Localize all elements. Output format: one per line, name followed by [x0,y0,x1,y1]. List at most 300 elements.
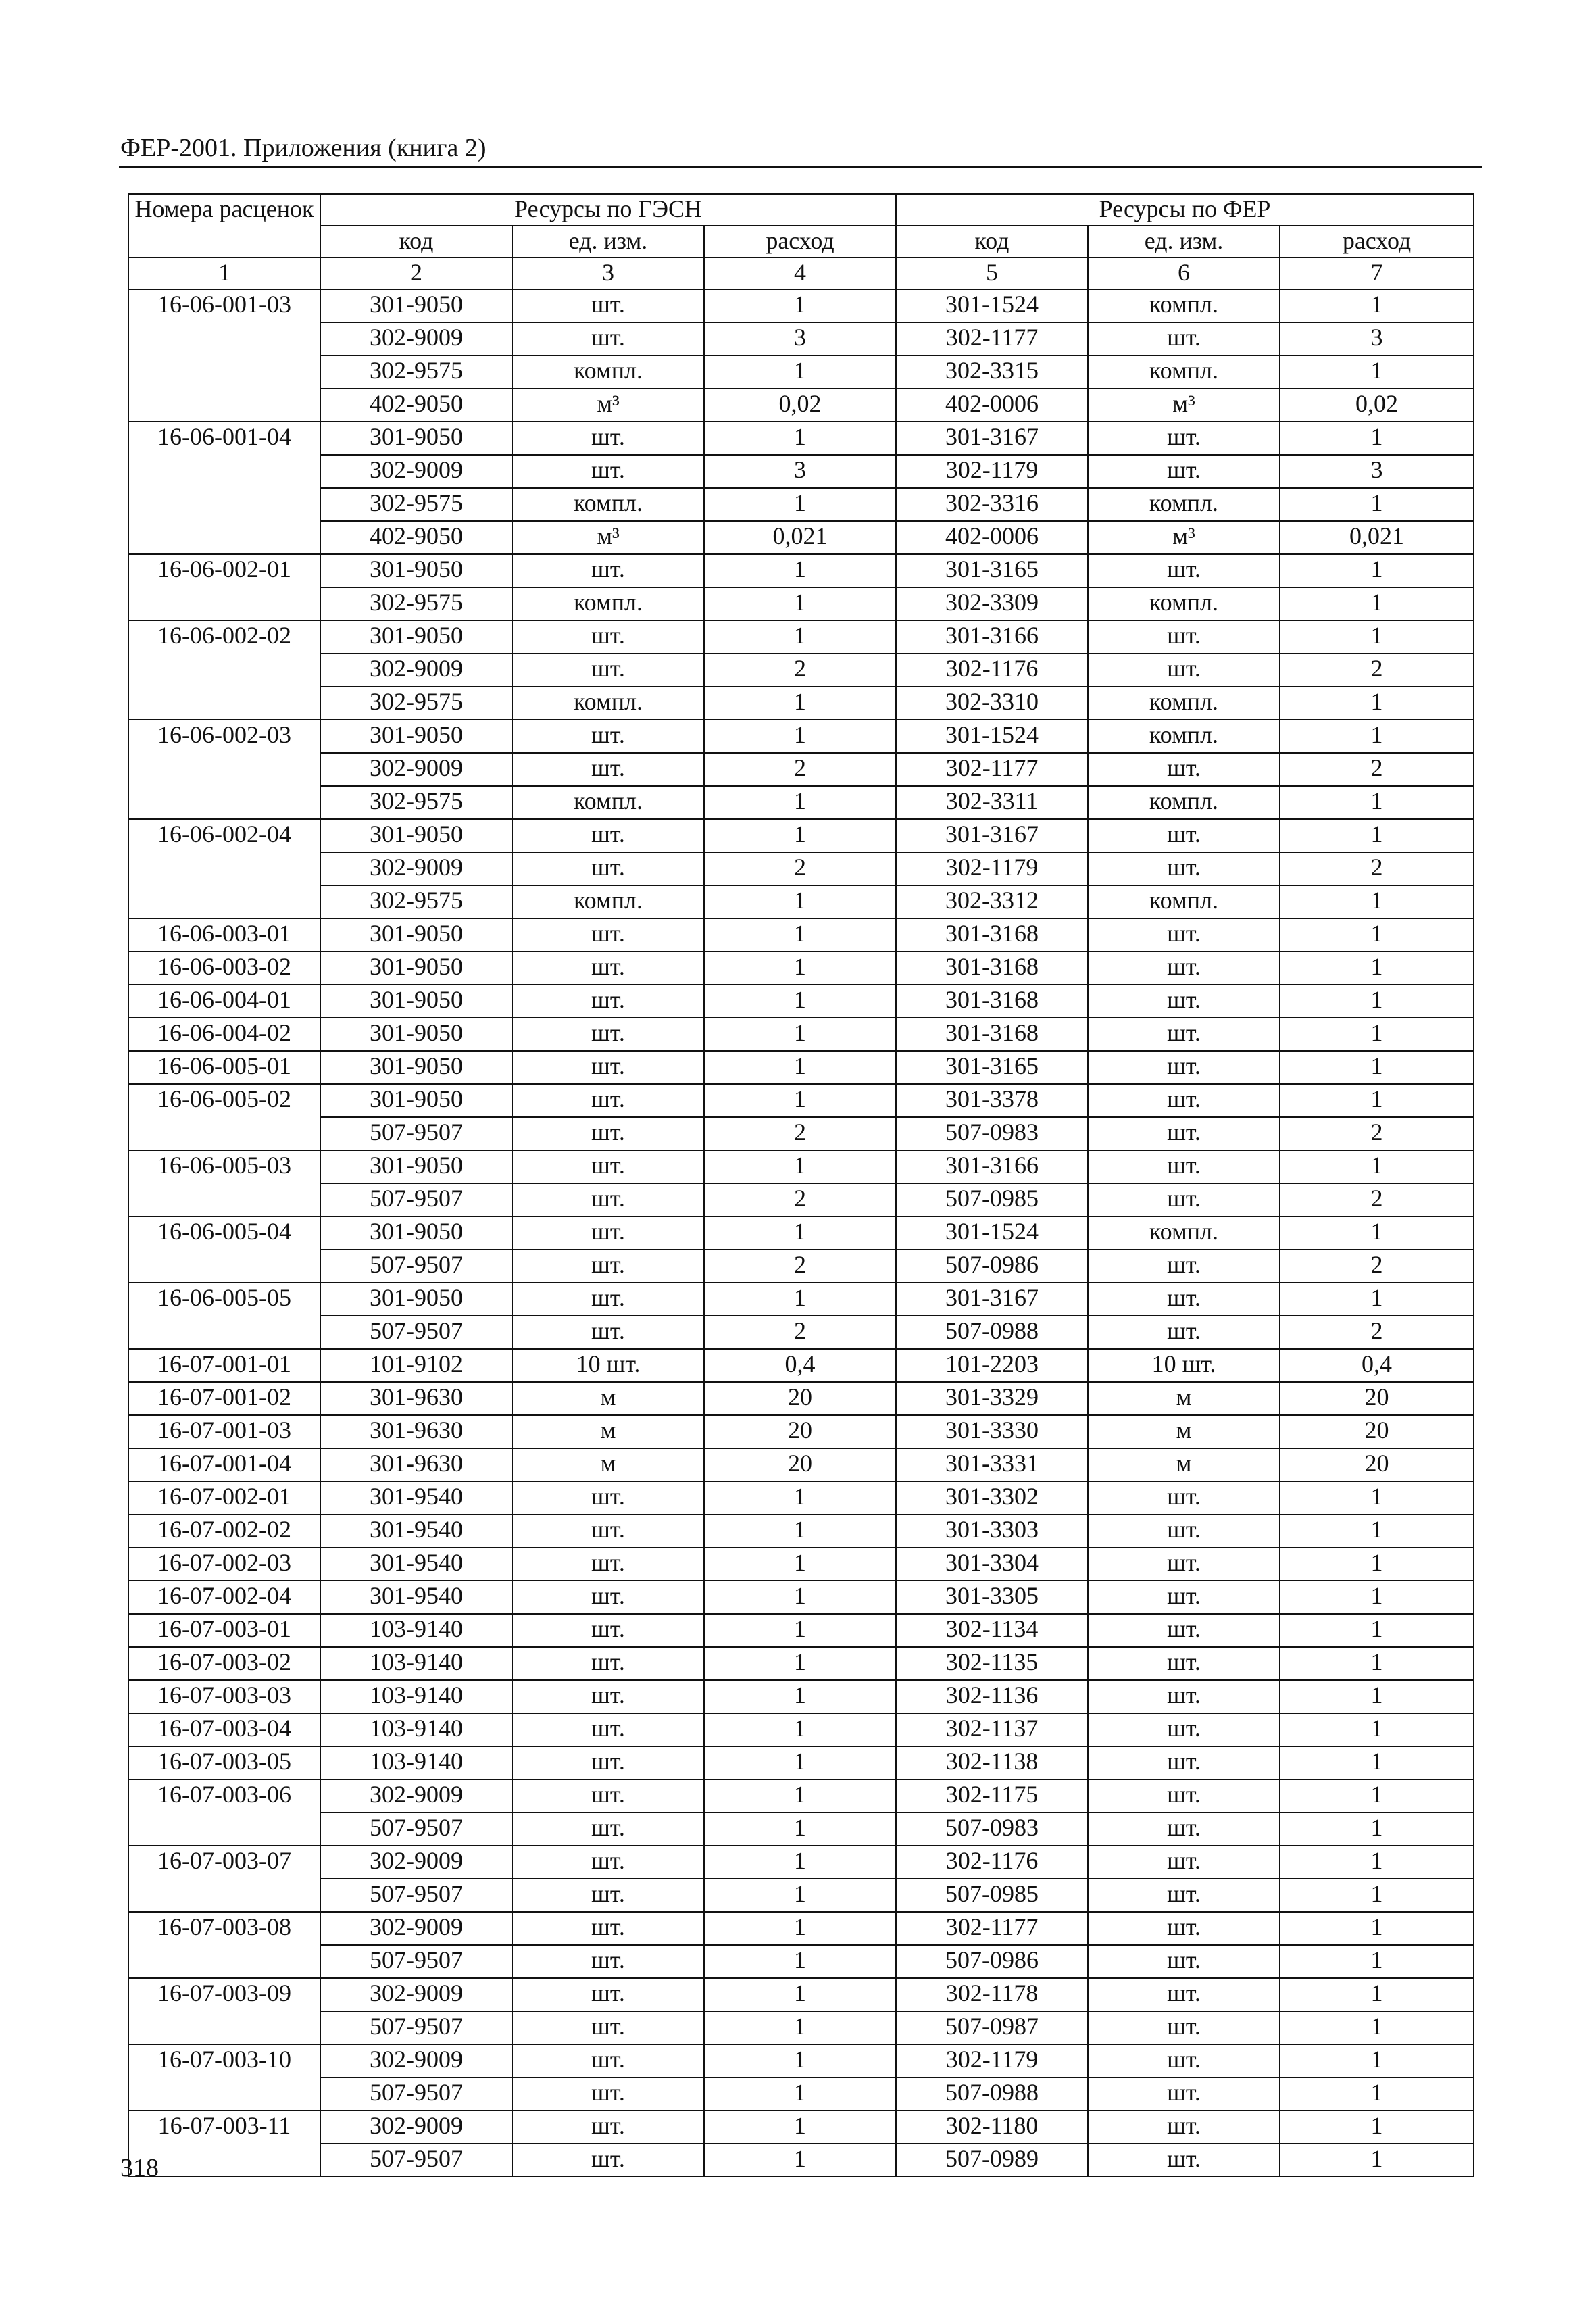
rate-number-cell: 16-07-003-09 [128,1978,320,2044]
table-row [128,1415,1474,1448]
column-number: 6 [1088,257,1280,289]
gesn-code-cell: 301-9050 [320,1150,512,1183]
fer-consumption-cell: 1 [1280,488,1474,521]
table-row [128,1481,1474,1515]
gesn-code-cell: 103-9140 [320,1614,512,1647]
table-row [128,1051,1474,1084]
fer-consumption-cell: 1 [1280,819,1474,852]
gesn-consumption-cell: 1 [704,2111,896,2144]
gesn-consumption-cell: 1 [704,1515,896,1548]
gesn-consumption-cell: 1 [704,1548,896,1581]
fer-unit-cell: шт. [1088,2077,1280,2111]
fer-consumption-cell: 1 [1280,1548,1474,1581]
fer-code-cell: 302-1178 [896,1978,1088,2011]
gesn-unit-cell: компл. [512,687,704,720]
gesn-code-cell: 507-9507 [320,1183,512,1216]
table-row [128,2077,1474,2111]
fer-unit-cell: компл. [1088,355,1280,389]
gesn-consumption-cell: 1 [704,1614,896,1647]
gesn-consumption-cell: 1 [704,720,896,753]
gesn-resources-header: Ресурсы по ГЭСН [320,194,896,226]
fer-consumption-cell: 1 [1280,1713,1474,1746]
gesn-consumption-cell: 20 [704,1382,896,1415]
fer-code-cell: 301-1524 [896,720,1088,753]
gesn-unit-cell: шт. [512,1614,704,1647]
gesn-unit-cell: шт. [512,1084,704,1117]
gesn-consumption-cell: 1 [704,289,896,322]
fer-unit-cell: шт. [1088,753,1280,786]
fer-unit-cell: компл. [1088,885,1280,918]
table-row [128,852,1474,885]
fer-consumption-cell: 0,02 [1280,389,1474,422]
fer-consumption-cell: 1 [1280,1515,1474,1548]
fer-unit-cell: шт. [1088,1912,1280,1945]
fer-unit-cell: шт. [1088,1084,1280,1117]
gesn-code-cell: 507-9507 [320,1813,512,1846]
gesn-consumption-cell: 1 [704,1647,896,1680]
fer-consumption-cell: 1 [1280,918,1474,952]
fer-code-cell: 507-0987 [896,2011,1088,2044]
fer-unit-cell: компл. [1088,786,1280,819]
gesn-consumption-cell: 1 [704,1018,896,1051]
fer-consumption-cell: 1 [1280,2111,1474,2144]
column-number: 2 [320,257,512,289]
rate-number-cell: 16-06-003-01 [128,918,320,952]
gesn-consumption-header: расход [704,226,896,257]
gesn-code-cell: 301-9050 [320,918,512,952]
gesn-code-cell: 301-9050 [320,620,512,654]
fer-consumption-cell: 1 [1280,1680,1474,1713]
fer-unit-cell: шт. [1088,455,1280,488]
gesn-unit-cell: шт. [512,720,704,753]
fer-consumption-cell: 20 [1280,1382,1474,1415]
fer-consumption-cell: 1 [1280,952,1474,985]
fer-code-cell: 302-3311 [896,786,1088,819]
rate-number-cell: 16-06-005-05 [128,1283,320,1349]
fer-code-cell: 302-1136 [896,1680,1088,1713]
fer-unit-cell: шт. [1088,918,1280,952]
fer-consumption-cell: 1 [1280,355,1474,389]
gesn-unit-cell: шт. [512,1680,704,1713]
fer-unit-cell: шт. [1088,819,1280,852]
fer-unit-cell: м [1088,1382,1280,1415]
fer-code-cell: 302-1176 [896,1846,1088,1879]
column-number: 5 [896,257,1088,289]
table-row [128,1117,1474,1150]
gesn-unit-cell: компл. [512,786,704,819]
fer-code-cell: 507-0988 [896,2077,1088,2111]
gesn-consumption-cell: 2 [704,1183,896,1216]
table-row [128,422,1474,455]
rate-number-cell: 16-06-002-04 [128,819,320,918]
gesn-unit-cell: компл. [512,355,704,389]
fer-consumption-cell: 1 [1280,289,1474,322]
gesn-unit-cell: компл. [512,488,704,521]
fer-code-cell: 302-1137 [896,1713,1088,1746]
fer-unit-cell: шт. [1088,1283,1280,1316]
gesn-unit-header: ед. изм. [512,226,704,257]
fer-consumption-cell: 1 [1280,620,1474,654]
fer-consumption-cell: 2 [1280,1316,1474,1349]
gesn-consumption-cell: 0,4 [704,1349,896,1382]
page-header-title: ФЕР-2001. Приложения (книга 2) [120,134,487,162]
table-row [128,1183,1474,1216]
gesn-consumption-cell: 1 [704,1846,896,1879]
fer-code-cell: 301-1524 [896,1216,1088,1250]
gesn-code-cell: 103-9140 [320,1746,512,1779]
gesn-unit-cell: шт. [512,852,704,885]
table-row [128,322,1474,355]
fer-unit-cell: м [1088,1448,1280,1481]
rate-number-cell: 16-06-002-03 [128,720,320,819]
fer-code-cell: 301-3303 [896,1515,1088,1548]
column-number: 1 [128,257,320,289]
fer-code-cell: 301-3302 [896,1481,1088,1515]
table-row [128,1647,1474,1680]
gesn-code-cell: 507-9507 [320,1879,512,1912]
fer-consumption-cell: 1 [1280,720,1474,753]
gesn-code-cell: 103-9140 [320,1647,512,1680]
gesn-consumption-cell: 1 [704,1978,896,2011]
table-subheader-row [128,226,1474,257]
fer-code-cell: 301-3167 [896,1283,1088,1316]
fer-unit-cell: м³ [1088,389,1280,422]
fer-unit-cell: шт. [1088,1614,1280,1647]
gesn-code-cell: 402-9050 [320,521,512,554]
fer-unit-cell: 10 шт. [1088,1349,1280,1382]
page-number: 318 [120,2154,159,2182]
rate-number-cell: 16-07-003-04 [128,1713,320,1746]
fer-consumption-cell: 2 [1280,753,1474,786]
fer-unit-cell: компл. [1088,587,1280,620]
fer-unit-cell: шт. [1088,1117,1280,1150]
table-row [128,554,1474,587]
fer-unit-cell: шт. [1088,322,1280,355]
gesn-consumption-cell: 1 [704,1945,896,1978]
fer-code-cell: 101-2203 [896,1349,1088,1382]
gesn-unit-cell: шт. [512,322,704,355]
gesn-consumption-cell: 1 [704,918,896,952]
gesn-unit-cell: шт. [512,1150,704,1183]
fer-unit-header: ед. изм. [1088,226,1280,257]
table-row [128,1912,1474,1945]
gesn-code-cell: 507-9507 [320,2011,512,2044]
gesn-code-cell: 301-9050 [320,1051,512,1084]
gesn-consumption-cell: 1 [704,1713,896,1746]
fer-consumption-cell: 1 [1280,1779,1474,1813]
gesn-consumption-cell: 1 [704,587,896,620]
rate-number-cell: 16-06-005-04 [128,1216,320,1283]
gesn-unit-cell: шт. [512,1216,704,1250]
fer-consumption-cell: 1 [1280,1581,1474,1614]
gesn-unit-cell: шт. [512,1978,704,2011]
rate-number-cell: 16-07-002-03 [128,1548,320,1581]
fer-code-cell: 301-3166 [896,1150,1088,1183]
fer-code-cell: 302-1177 [896,753,1088,786]
fer-consumption-cell: 2 [1280,852,1474,885]
gesn-consumption-cell: 1 [704,620,896,654]
gesn-consumption-cell: 1 [704,1581,896,1614]
column-number: 7 [1280,257,1474,289]
gesn-code-cell: 301-9050 [320,422,512,455]
rate-number-cell: 16-06-005-01 [128,1051,320,1084]
table-row [128,488,1474,521]
table-row [128,1382,1474,1415]
fer-unit-cell: шт. [1088,1316,1280,1349]
fer-unit-cell: шт. [1088,2044,1280,2077]
gesn-unit-cell: шт. [512,1515,704,1548]
fer-consumption-cell: 1 [1280,1084,1474,1117]
fer-code-cell: 302-1180 [896,2111,1088,2144]
rate-number-cell: 16-07-002-01 [128,1481,320,1515]
table-row [128,952,1474,985]
fer-consumption-cell: 1 [1280,2077,1474,2111]
gesn-code-cell: 302-9009 [320,1912,512,1945]
fer-code-cell: 507-0986 [896,1945,1088,1978]
fer-consumption-cell: 1 [1280,1912,1474,1945]
fer-code-cell: 302-1177 [896,1912,1088,1945]
fer-code-cell: 302-3312 [896,885,1088,918]
fer-consumption-cell: 1 [1280,422,1474,455]
rate-number-cell: 16-06-003-02 [128,952,320,985]
fer-consumption-cell: 1 [1280,2144,1474,2177]
fer-code-cell: 301-3165 [896,1051,1088,1084]
gesn-unit-cell: м [512,1448,704,1481]
table-row [128,2111,1474,2144]
gesn-unit-cell: 10 шт. [512,1349,704,1382]
gesn-unit-cell: шт. [512,1283,704,1316]
gesn-code-cell: 507-9507 [320,1945,512,1978]
gesn-consumption-cell: 2 [704,1316,896,1349]
fer-code-cell: 507-0988 [896,1316,1088,1349]
rate-numbers-header: Номера расценок [128,194,320,257]
gesn-consumption-cell: 1 [704,1813,896,1846]
gesn-unit-cell: м [512,1415,704,1448]
fer-unit-cell: шт. [1088,952,1280,985]
table-row [128,1779,1474,1813]
table-row [128,1713,1474,1746]
gesn-code-cell: 507-9507 [320,1250,512,1283]
fer-code-cell: 507-0983 [896,1813,1088,1846]
table-row [128,521,1474,554]
column-number: 3 [512,257,704,289]
gesn-unit-cell: компл. [512,885,704,918]
fer-unit-cell: шт. [1088,1150,1280,1183]
gesn-unit-cell: шт. [512,1647,704,1680]
gesn-code-cell: 302-9009 [320,1779,512,1813]
gesn-code-cell: 507-9507 [320,2077,512,2111]
fer-consumption-cell: 1 [1280,554,1474,587]
gesn-unit-cell: шт. [512,753,704,786]
fer-code-cell: 301-3168 [896,1018,1088,1051]
gesn-code-cell: 302-9575 [320,885,512,918]
gesn-code-cell: 301-9050 [320,819,512,852]
gesn-unit-cell: шт. [512,952,704,985]
fer-code-cell: 302-1179 [896,2044,1088,2077]
fer-unit-cell: шт. [1088,554,1280,587]
fer-consumption-cell: 2 [1280,1183,1474,1216]
fer-unit-cell: шт. [1088,654,1280,687]
gesn-consumption-cell: 20 [704,1415,896,1448]
rate-number-cell: 16-06-002-02 [128,620,320,720]
table-row [128,1349,1474,1382]
fer-consumption-cell: 1 [1280,1150,1474,1183]
gesn-code-cell: 402-9050 [320,389,512,422]
gesn-code-cell: 302-9009 [320,654,512,687]
gesn-consumption-cell: 1 [704,422,896,455]
table-row [128,885,1474,918]
table-row [128,1018,1474,1051]
gesn-consumption-cell: 1 [704,1084,896,1117]
fer-code-cell: 301-3168 [896,918,1088,952]
fer-consumption-cell: 1 [1280,1978,1474,2011]
rate-number-cell: 16-07-003-05 [128,1746,320,1779]
table-row [128,2044,1474,2077]
gesn-unit-cell: шт. [512,1051,704,1084]
table-row [128,1548,1474,1581]
fer-consumption-cell: 1 [1280,1945,1474,1978]
fer-code-cell: 302-3315 [896,355,1088,389]
fer-code-cell: 302-1175 [896,1779,1088,1813]
table-row [128,389,1474,422]
table-row [128,819,1474,852]
table-row [128,1680,1474,1713]
gesn-consumption-cell: 3 [704,455,896,488]
table-row [128,1846,1474,1879]
gesn-code-cell: 301-9540 [320,1481,512,1515]
table-row [128,587,1474,620]
table-body [128,289,1474,2177]
gesn-code-cell: 507-9507 [320,1117,512,1150]
gesn-code-cell: 103-9140 [320,1713,512,1746]
gesn-consumption-cell: 1 [704,985,896,1018]
rate-number-cell: 16-06-002-01 [128,554,320,620]
gesn-code-cell: 301-9630 [320,1448,512,1481]
table-row [128,1316,1474,1349]
fer-consumption-cell: 20 [1280,1448,1474,1481]
fer-code-cell: 301-3168 [896,952,1088,985]
fer-code-cell: 507-0985 [896,1879,1088,1912]
fer-unit-cell: шт. [1088,852,1280,885]
fer-unit-cell: шт. [1088,422,1280,455]
fer-unit-cell: шт. [1088,1647,1280,1680]
fer-unit-cell: шт. [1088,1813,1280,1846]
fer-unit-cell: шт. [1088,1779,1280,1813]
fer-consumption-cell: 1 [1280,687,1474,720]
gesn-consumption-cell: 3 [704,322,896,355]
fer-consumption-cell: 1 [1280,985,1474,1018]
gesn-code-cell: 507-9507 [320,2144,512,2177]
table-row [128,1250,1474,1283]
gesn-unit-cell: шт. [512,1183,704,1216]
fer-code-header: код [896,226,1088,257]
fer-unit-cell: компл. [1088,720,1280,753]
table-row [128,1581,1474,1614]
gesn-code-cell: 103-9140 [320,1680,512,1713]
gesn-unit-cell: шт. [512,1713,704,1746]
gesn-unit-cell: шт. [512,1018,704,1051]
fer-code-cell: 302-1135 [896,1647,1088,1680]
fer-code-cell: 301-3166 [896,620,1088,654]
gesn-code-cell: 301-9050 [320,1216,512,1250]
gesn-consumption-cell: 1 [704,1051,896,1084]
fer-unit-cell: шт. [1088,1183,1280,1216]
gesn-consumption-cell: 1 [704,819,896,852]
fer-unit-cell: шт. [1088,1548,1280,1581]
table-row [128,355,1474,389]
gesn-consumption-cell: 2 [704,1250,896,1283]
gesn-code-cell: 302-9575 [320,488,512,521]
fer-unit-cell: шт. [1088,1581,1280,1614]
rate-number-cell: 16-07-003-10 [128,2044,320,2111]
table-row [128,1283,1474,1316]
gesn-unit-cell: м [512,1382,704,1415]
table-row [128,1746,1474,1779]
fer-unit-cell: компл. [1088,488,1280,521]
gesn-code-cell: 101-9102 [320,1349,512,1382]
fer-code-cell: 302-1179 [896,852,1088,885]
fer-consumption-cell: 3 [1280,455,1474,488]
gesn-unit-cell: шт. [512,1581,704,1614]
gesn-unit-cell: шт. [512,2111,704,2144]
fer-code-cell: 507-0983 [896,1117,1088,1150]
rate-number-cell: 16-07-001-01 [128,1349,320,1382]
table-header-row [128,194,1474,226]
gesn-unit-cell: шт. [512,2144,704,2177]
table-row [128,1150,1474,1183]
fer-unit-cell: шт. [1088,620,1280,654]
gesn-unit-cell: шт. [512,1912,704,1945]
fer-code-cell: 507-0986 [896,1250,1088,1283]
column-number: 4 [704,257,896,289]
rate-number-cell: 16-07-003-08 [128,1912,320,1978]
gesn-consumption-cell: 1 [704,1680,896,1713]
table-row [128,1978,1474,2011]
fer-consumption-cell: 1 [1280,1614,1474,1647]
fer-code-cell: 301-3331 [896,1448,1088,1481]
table-row [128,1813,1474,1846]
gesn-unit-cell: шт. [512,1879,704,1912]
rate-number-cell: 16-06-004-02 [128,1018,320,1051]
fer-code-cell: 301-3330 [896,1415,1088,1448]
table-row [128,455,1474,488]
gesn-consumption-cell: 1 [704,1746,896,1779]
gesn-consumption-cell: 1 [704,2011,896,2044]
rate-number-cell: 16-07-002-04 [128,1581,320,1614]
gesn-consumption-cell: 2 [704,852,896,885]
table-row [128,1448,1474,1481]
gesn-code-cell: 301-9540 [320,1548,512,1581]
gesn-consumption-cell: 1 [704,2077,896,2111]
fer-unit-cell: шт. [1088,1515,1280,1548]
rate-number-cell: 16-07-003-11 [128,2111,320,2177]
gesn-consumption-cell: 1 [704,885,896,918]
fer-unit-cell: шт. [1088,1713,1280,1746]
fer-unit-cell: шт. [1088,985,1280,1018]
rate-number-cell: 16-07-003-07 [128,1846,320,1912]
gesn-code-cell: 301-9050 [320,289,512,322]
gesn-code-cell: 302-9009 [320,852,512,885]
rate-number-cell: 16-07-001-04 [128,1448,320,1481]
fer-consumption-cell: 1 [1280,1879,1474,1912]
gesn-unit-cell: шт. [512,455,704,488]
table-row [128,1614,1474,1647]
fer-unit-cell: компл. [1088,687,1280,720]
fer-consumption-cell: 2 [1280,1117,1474,1150]
gesn-code-cell: 302-9009 [320,322,512,355]
fer-consumption-cell: 2 [1280,654,1474,687]
fer-code-cell: 302-1134 [896,1614,1088,1647]
